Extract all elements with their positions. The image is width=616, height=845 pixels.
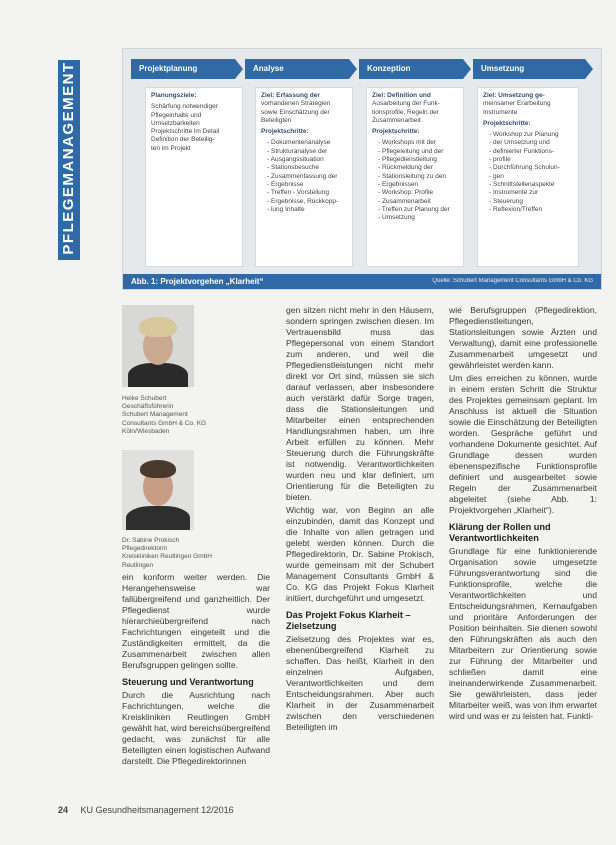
phase-implementation: Umsetzung bbox=[473, 59, 585, 79]
portrait-caption-1 bbox=[122, 395, 237, 436]
step-item: - Rückmeldung der bbox=[378, 164, 458, 172]
step-item: - Ergebnisse bbox=[267, 181, 347, 189]
step-item: - lung Inhalte bbox=[267, 206, 347, 214]
column-line: Definition der Beteilig- bbox=[151, 136, 215, 144]
step-item: - Pflegedienstleitung bbox=[378, 156, 458, 164]
paragraph: Grundlage für eine funktionierende Organisation sowie umgesetzte Führungsverantwortung sind die Funktionsprofile, welche die Verantwortlichkeiten und Entscheidungsrahmen, Kernaufgaben und prioritäre Anforderungen der Position beinhalten. Sie dienen sowohl den Führungskräften als auch den Mitarbeitern zur Orientierung sowie zur Führung der Mitarbeiter und schließen damit eine ineinanderwirkende Zusammenarbeit. Sie gewährleisten, dass jeder Mitarbeiter weiß, was von ihm erwartet wird und was er zu leisten hat. Funkti- bbox=[449, 546, 597, 721]
column-line: Beteiligten bbox=[261, 116, 292, 124]
portrait-photo-2 bbox=[122, 450, 194, 530]
figure-caption: Abb. 1: Projektvorgehen „Klarheit“ bbox=[131, 277, 264, 286]
page-footer bbox=[58, 805, 234, 815]
step-item: - Reflexion/Treffen bbox=[489, 206, 573, 214]
figure-caption-bar bbox=[123, 274, 601, 289]
column-heading: Ziel: Erfassung der bbox=[261, 92, 320, 99]
column-line: ten im Projekt bbox=[151, 144, 191, 152]
step-item: - der Umsetzung und bbox=[489, 139, 573, 147]
step-item: - definierter Funktions- bbox=[489, 148, 573, 156]
paragraph: wie Berufsgruppen (Pflegedirektion, Pflegedienstleitungen, Stationsleitungen sowie Ärzten und Verwaltung), damit eine professionelle Zusammenarbeit umgesetzt und gewährleistet werden kann. bbox=[449, 305, 597, 370]
step-item: - Zusammenarbeit bbox=[378, 198, 458, 206]
step-item: - Instrumente zur bbox=[489, 189, 573, 197]
project-figure bbox=[122, 48, 602, 290]
paragraph: Durch die Ausrichtung nach Fachrichtungen, welche die Kreiskliniken Reutlingen GmbH gewählt hat, wird bereichsübergreifend gedacht, was zunächst für alle Beteiligten einen logistischen Aufwand darstellt. Die Pflegedirektorinnen bbox=[122, 690, 270, 766]
column-line: Zusammenarbeit bbox=[372, 116, 421, 124]
step-item: - Workshop: Profile bbox=[378, 189, 458, 197]
subheading: Das Projekt Fokus Klarheit – Zielsetzung bbox=[286, 610, 411, 631]
person-line: Reutlingen bbox=[122, 561, 154, 569]
person-line: Köln/Wiesbaden bbox=[122, 427, 170, 435]
column-line: sowie Einschätzung der bbox=[261, 108, 330, 116]
step-item: - Stationsleitung zu den bbox=[378, 173, 458, 181]
phase-planning: Projektplanung bbox=[131, 59, 235, 79]
paragraph: ein konform weiter werden. Die Herangehensweise war fallübergreifend und ganzheitlich. Der Pflegedienst wurde hierarchieübergreifend nach Fachrichtungen eingeteilt und die Zuständigkeiten ermittelt, da die Zusammenarbeit zwischen allen Berufsgruppen gelingen sollte. bbox=[122, 572, 270, 670]
journal-title: KU Gesundheitsmanagement 12/2016 bbox=[80, 805, 234, 815]
phase-concept: Konzeption bbox=[359, 59, 463, 79]
column-line: meinsamer Erarbeitung bbox=[483, 100, 551, 108]
figure-column-3 bbox=[366, 87, 464, 267]
phase-row bbox=[131, 59, 593, 79]
figure-column-2 bbox=[255, 87, 353, 267]
step-item: - Dokumentenanalyse bbox=[267, 139, 347, 147]
paragraph: Um dies erreichen zu können, wurde in einem ersten Schritt die Struktur des Projektes gemeinsam geplant. Im Anschluss ist aktuell die Situation sowie die Einschätzung der Beteiligten worden. Gespräche geführt und vorhandene Dokumente gesichtet. Auf Grundlage dessen wurden ebenenspezifische Funktionsprofile definiert und ausgearbeitet sowie Regeln der Zusammenarbeit abgeleitet (siehe Abb. 1: Projektvorgehen „Klarheit“). bbox=[449, 373, 597, 515]
column-goal bbox=[261, 92, 347, 125]
person-line: Geschäftsführerin bbox=[122, 403, 174, 411]
portrait-caption-2 bbox=[122, 537, 237, 570]
column-line: Projektschritte im Detail bbox=[151, 128, 220, 136]
step-item: - profile bbox=[489, 156, 573, 164]
step-item: - Zusammenfassung der bbox=[267, 173, 347, 181]
column-line: Pflegeinhalte und bbox=[151, 111, 202, 119]
paragraph: Wichtig war, von Beginn an alle einzubinden, damit das Konzept und die Inhalte von allen getragen und gelebt werden können. Durch die Pflegedirektorin, Dr. Sabine Prokisch, wurde gemeinsam mit der Schubert Management Consultants GmbH & Co. KG das Projekt Fokus Klarheit initiiert, durchgeführt und umgesetzt. bbox=[286, 505, 434, 603]
person-name: Heike Schubert bbox=[122, 395, 167, 402]
subheading: Steuerung und Verantwortung bbox=[122, 677, 254, 687]
step-item: - Pflegeleitung und der bbox=[378, 148, 458, 156]
page-number: 24 bbox=[58, 805, 69, 815]
step-item: - gen bbox=[489, 173, 573, 181]
step-item: - Treffen zur Planung der bbox=[378, 206, 458, 214]
column-heading: Ziel: Definition und bbox=[372, 92, 431, 99]
step-item: - Ergebnisse, Rückkopp- bbox=[267, 198, 347, 206]
step-item: - Workshop zur Planung bbox=[489, 131, 573, 139]
column-heading: Ziel: Umsetzung ge- bbox=[483, 92, 545, 99]
portrait-body bbox=[128, 363, 188, 387]
person-line: Kreiskliniken Reutlingen GmbH bbox=[122, 553, 212, 561]
step-item: - Schnittstellenaspekte bbox=[489, 181, 573, 189]
figure-source: Quelle: Schubert Management Consultants GmbH & Co. KG bbox=[432, 278, 593, 284]
text-column-right bbox=[449, 305, 597, 724]
portrait-hair bbox=[140, 460, 176, 478]
column-subheading: Projektschritte: bbox=[261, 128, 309, 136]
column-line: Schärfung notwendiger bbox=[151, 103, 218, 111]
figure-column-4 bbox=[477, 87, 579, 267]
text-column-middle bbox=[286, 305, 434, 735]
column-line: vorhandenen Strategien bbox=[261, 100, 331, 108]
step-list bbox=[372, 139, 458, 222]
column-text bbox=[151, 103, 237, 153]
step-item: - Umsetzung bbox=[378, 214, 458, 222]
step-item: - Workshops mit der bbox=[378, 139, 458, 147]
step-item: - Durchführung Schulun- bbox=[489, 164, 573, 172]
step-item: - Treffen - Vorstellung bbox=[267, 189, 347, 197]
column-line: Umsetzbarkeiten bbox=[151, 119, 200, 127]
step-list bbox=[261, 139, 347, 214]
column-goal bbox=[372, 92, 458, 125]
portrait-body bbox=[126, 506, 190, 530]
step-item: - Steuerung bbox=[489, 198, 573, 206]
section-label: PFLEGEMANAGEMENT bbox=[60, 61, 77, 255]
step-item: - Strukturanalyse der bbox=[267, 148, 347, 156]
column-goal bbox=[483, 92, 573, 117]
column-subheading: Projektschritte: bbox=[372, 128, 420, 136]
step-item: - Stationsbesuche bbox=[267, 164, 347, 172]
figure-column-1 bbox=[145, 87, 243, 267]
portrait-hair bbox=[139, 317, 177, 337]
portrait-photo-1 bbox=[122, 305, 194, 387]
person-name: Dr. Sabine Prokisch bbox=[122, 537, 180, 544]
subheading: Klärung der Rollen und Verantwortlichkeiten bbox=[449, 522, 551, 543]
person-line: Consultants GmbH & Co. KG bbox=[122, 419, 207, 427]
phase-analysis: Analyse bbox=[245, 59, 349, 79]
column-heading: Planungsziele: bbox=[151, 92, 197, 99]
column-subheading: Projektschritte: bbox=[483, 119, 531, 127]
column-line: tionsprofile, Regeln der bbox=[372, 108, 439, 116]
person-line: Schubert Management bbox=[122, 411, 188, 419]
person-line: Pflegedirektorin bbox=[122, 545, 168, 553]
step-list bbox=[483, 131, 573, 214]
paragraph: gen sitzen nicht mehr in den Häusern, sondern springen zwischen diesen. Im Vertrauensbild muss das Pflegepersonal von einem Standort zum anderen, und weil die Pflegedienstleistungen nicht mehr direkt vor Ort sind, müssen sie sich darauf verlassen, aber insbesondere auch verstärkt dafür Sorge tragen, dass die Stationsleitungen und Mitarbeiter einen entsprechenden Handlungsrahmen haben, um ihre Arbeit erfüllen zu können. Mehr Steuerung durch die Führungskräfte ist notwendig. Verantwortlichkeiten wurden neu und klar definiert, um Orientierung für die Beteiligten zu bieten. bbox=[286, 305, 434, 502]
step-item: - Ergebnissen bbox=[378, 181, 458, 189]
column-line: Instrumente bbox=[483, 108, 518, 116]
column-line: Ausarbeitung der Funk- bbox=[372, 100, 440, 108]
paragraph: Zielsetzung des Projektes war es, ebenenübergreifend Klarheit zu schaffen. Das heißt, Klarheit in den einzelnen Aufgaben, Verantwortlichkeiten und dem Entscheidungsrahmen. Aber auch Klarheit in der Zusammenarbeit zwischen den verschiedenen Beteiligten im bbox=[286, 634, 434, 732]
step-item: - Ausgangssituation bbox=[267, 156, 347, 164]
text-column-left bbox=[122, 572, 270, 769]
